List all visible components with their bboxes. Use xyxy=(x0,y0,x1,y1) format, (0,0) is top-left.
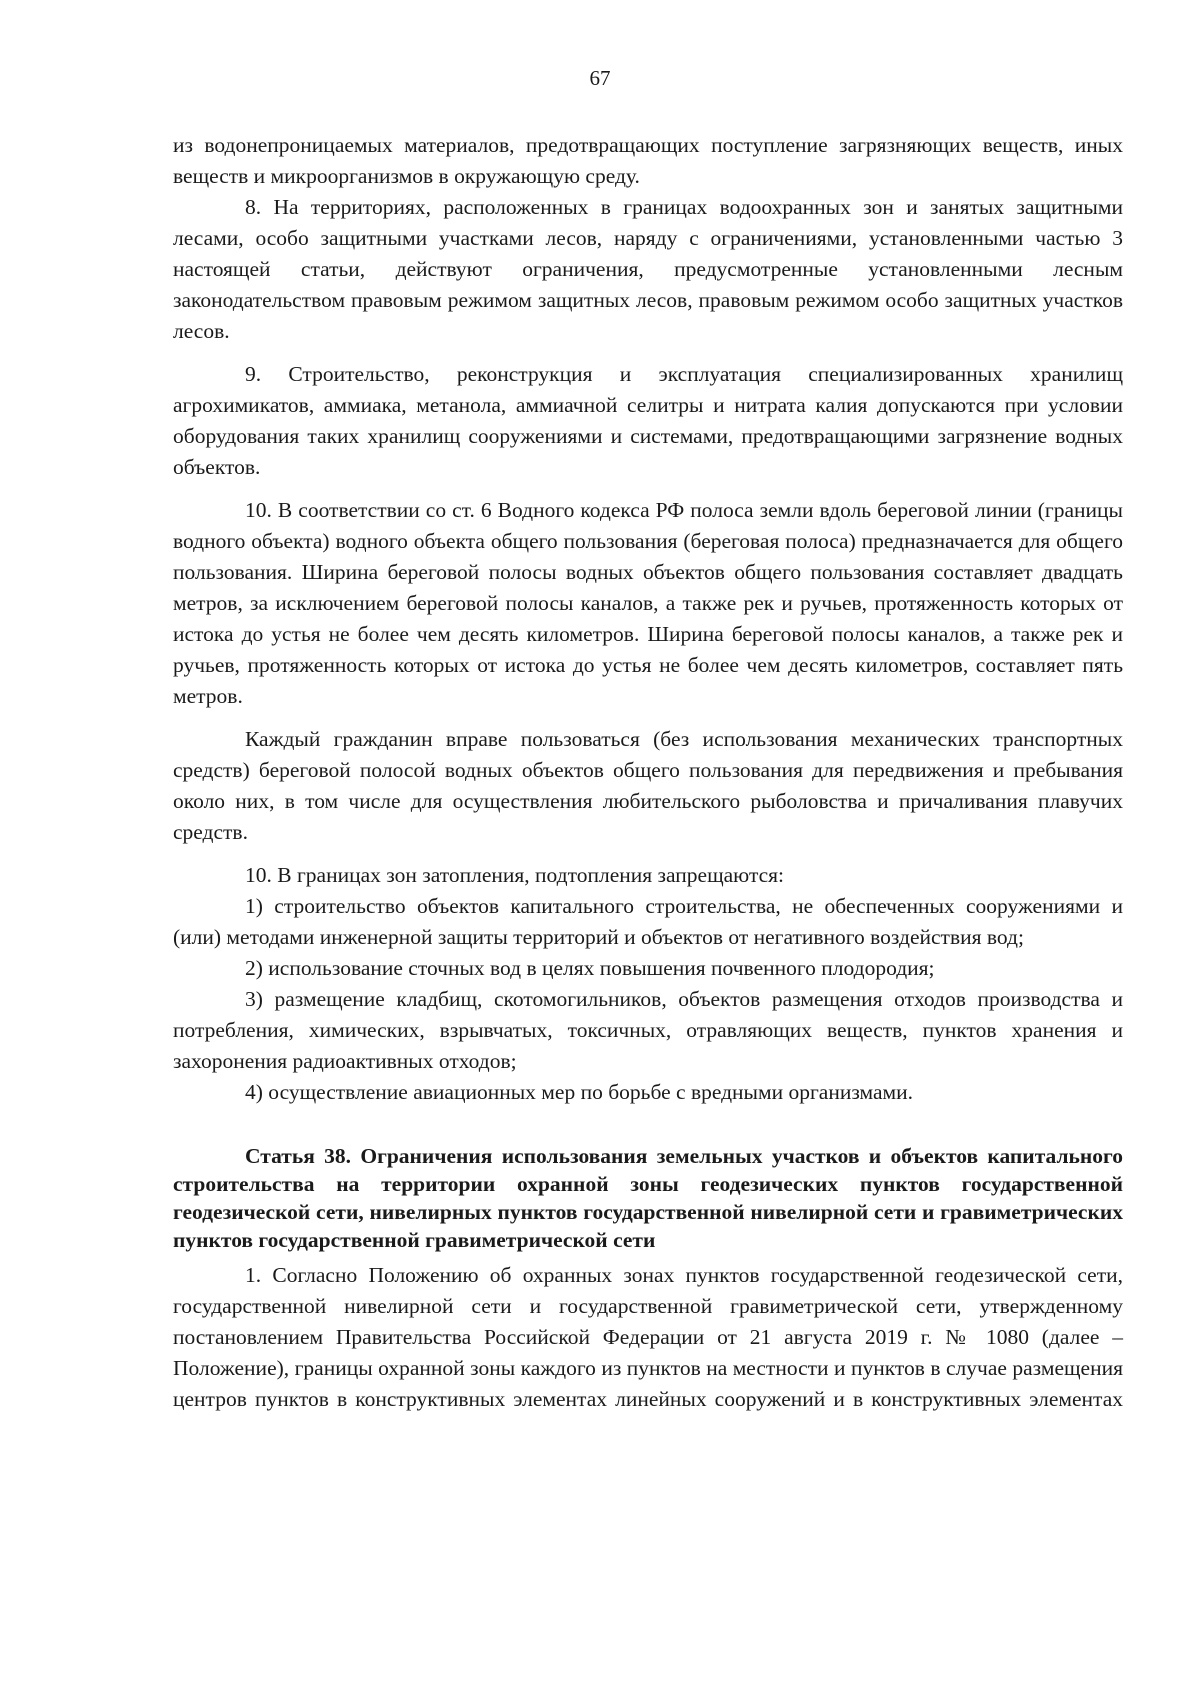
paragraph-10-citizen-rights: Каждый гражданин вправе пользоваться (без использования механических транспортных средств) береговой полосой водных объектов общего пользования для передвижения и пребывания около них, в том числе для осуществления любительского рыболовства и причаливания плавучих средств. xyxy=(173,727,1123,844)
list-item-2: 2) использование сточных вод в целях повышения почвенного плодородия; xyxy=(245,956,935,980)
paragraph-continuation: из водонепроницаемых материалов, предотвращающих поступление загрязняющих веществ, иных веществ и микроорганизмов в окружающую среду. xyxy=(173,133,1123,188)
paragraph-8: 8. На территориях, расположенных в границах водоохранных зон и занятых защитными лесами, особо защитными участками лесов, наряду с ограничениями, установленными частью 3 настоящей статьи, действуют ограничения, предусмотренные установленными лесным законодательством правовым режимом защитных лесов, правовым режимом особо защитных участков лесов. xyxy=(173,195,1123,343)
list-item-4: 4) осуществление авиационных мер по борьбе с вредными организмами. xyxy=(245,1080,914,1104)
paragraph-9: 9. Строительство, реконструкция и эксплуатация специализированных хранилищ агрохимикатов, аммиака, метанола, аммиачной селитры и нитрата калия допускаются при условии оборудования таких хранилищ сооружениями и системами, предотвращающими загрязнение водных объектов. xyxy=(173,362,1123,479)
paragraph-10-shore-strip: 10. В соответствии со ст. 6 Водного кодекса РФ полоса земли вдоль береговой линии (границы водного объекта) водного объекта общего пользования (береговая полоса) предназначается для общего пользования. Ширина береговой полосы водных объектов общего пользования составляет двадцать метров, за исключением береговой полосы каналов, а также рек и ручьев, протяженность которых от истока до устья не более чем десять километров. Ширина береговой полосы каналов, а также рек и ручьев, протяженность которых от истока до устья не более чем десять километров, составляет пять метров. xyxy=(173,498,1123,708)
document-body xyxy=(173,130,1123,1415)
page-number: 67 xyxy=(589,66,611,90)
article-38-paragraph-1: 1. Согласно Положению об охранных зонах пунктов государственной геодезической сети, государственной нивелирной сети и государственной гравиметрической сети, утвержденному постановлением Правительства Российской Федерации от 21 августа 2019 г. № 1080 (далее – Положение), границы охранной зоны каждого из пунктов на местности и пунктов в случае размещения центров пунктов в конструктивных элементах линейных сооружений и в конструктивных элементах xyxy=(173,1263,1123,1411)
list-item-1: 1) строительство объектов капитального строительства, не обеспеченных сооружениями и (или) методами инженерной защиты территорий и объектов от негативного воздействия вод; xyxy=(173,894,1123,949)
paragraph-10-flood-zones: 10. В границах зон затопления, подтопления запрещаются: xyxy=(245,863,785,887)
article-38-heading: Статья 38. Ограничения использования земельных участков и объектов капитального строительства на территории охранной зоны геодезических пунктов государственной геодезической сети, нивелирных пунктов государственной нивелирной сети и гравиметрических пунктов государственной гравиметрической сети xyxy=(173,1144,1123,1252)
list-item-3: 3) размещение кладбищ, скотомогильников, объектов размещения отходов производства и потребления, химических, взрывчатых, токсичных, отравляющих веществ, пунктов хранения и захоронения радиоактивных отходов; xyxy=(173,987,1123,1073)
